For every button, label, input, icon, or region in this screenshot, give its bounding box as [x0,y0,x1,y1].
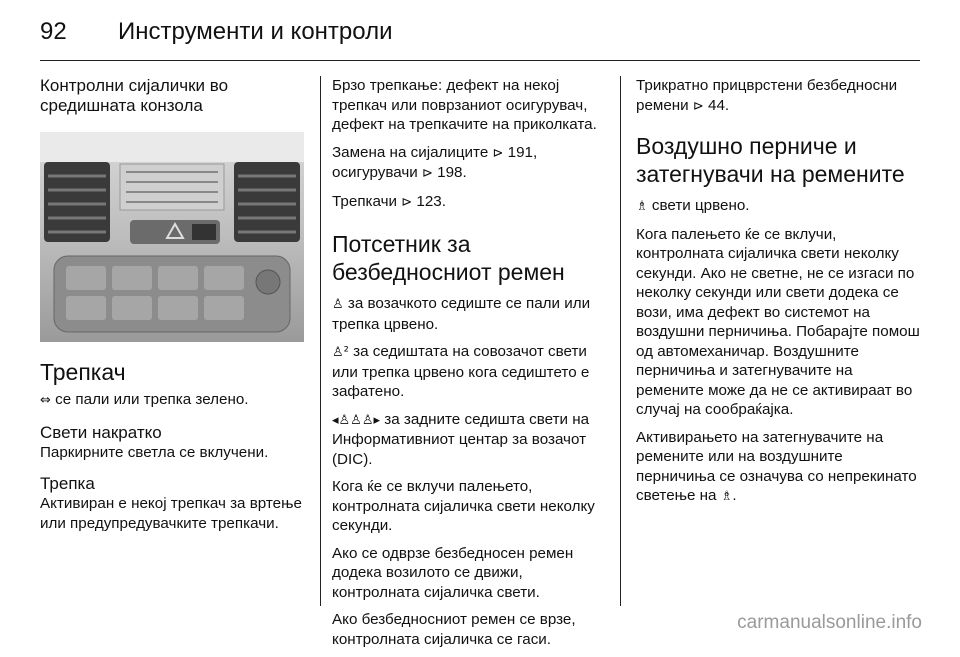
watermark: carmanualsonline.info [737,612,922,633]
bulb-replacement-ref: Замена на сијалиците ⊳ 191, осигурувачи ⊳ 198. [332,143,538,181]
rear-seat-text: ◂♙♙♙▸ за задните седишта свети на Информативниот центар за возачот (DIC). [332,410,590,468]
chapter-title: Инструменти и контроли [118,18,393,45]
section-heading-airbag: Воздушно перниче и затегнувачи на ремените [636,133,905,187]
column-divider [320,76,321,606]
unbuckled-text: Ако се одврзе безбедносен ремен додека возилото се движи, контролната сијаличка свети. [332,544,574,601]
turn-signals-ref: Трепкачи ⊳ 123. [332,192,446,210]
airbag-red-text: ♗ свети црвено. [636,197,750,214]
seat-belt-passenger-icon: ♙² [332,345,349,360]
airbag-icon: ♗ [720,489,733,504]
airbag-activation-text: Активирањето на затегнувачите на ремените или на воздушните перничиња се означува со непрекинато светење на ♗. [636,428,917,504]
page-ref-arrow-icon: ⊳ [692,98,704,114]
ignition-text: Кога ќе се вклучи палењето, контролната сијаличка свети неколку секунди. [332,478,595,534]
section-heading-seat-belt-reminder: Потсетник за безбедносниот ремен [332,231,565,285]
brief-light-text: Паркирните светла се вклучени. [40,443,269,461]
fast-blinking-text: Брзо трепкање: дефект на некој трепкач или поврзаниот осигурувач, дефект на трепкачите на приколката. [332,77,597,133]
driver-seat-text: ♙ за возачкото седиште се пали или трепка црвено. [332,295,591,333]
section-heading-turn-signal: Трепкач [40,359,126,385]
page-ref-arrow-icon: ⊳ [401,194,413,210]
column-divider [620,76,621,606]
passenger-seat-text: ♙² за седиштата на совозачот свети или трепка црвено кога седиштето е зафатено. [332,343,590,400]
section-heading-console-lights: Контролни сијалички во средишната конзола [40,76,229,115]
page-ref-arrow-icon: ⊳ [422,166,433,181]
header-rule [40,60,920,61]
subheading-brief-light: Свети накратко [40,422,162,442]
seat-belt-icon: ♙ [332,297,344,312]
rear-seat-belt-icon: ◂♙♙♙▸ [332,412,381,428]
column-3 [636,76,922,515]
page-ref-arrow-icon: ⊳ [492,145,504,161]
turn-signal-text: ⇔ се пали или трепка зелено. [40,391,249,408]
flashing-text: Активиран е некој трепкач за вртење или предупредувачките трепкачи. [40,495,302,532]
three-point-belts-ref: Трикратно прицврстени безбедносни ремени ⊳ 44. [636,77,898,114]
subheading-flashing: Трепка [40,474,95,493]
airbag-icon: ♗ [636,199,648,214]
page-number: 92 [40,18,67,45]
buckled-text: Ако безбедносниот ремен се врзе, контролната сијаличка се гаси. [332,611,576,648]
column-1 [40,76,304,541]
airbag-ignition-text: Кога палењето ќе се вклучи, контролната сијаличка свети неколку секунди. Ако не светне, не се изгаси по неколку секунди или свети додека се вози, има дефект во системот на воздушни перничиња. Побарајте помош од автомеханичар. Воздушните перничиња и затегнувачите на ремените може да не се активираат во случај на сообраќајка. [636,225,920,418]
turn-signal-icon: ⇔ [40,393,51,408]
column-2 [332,76,610,657]
center-console-photo [40,132,304,342]
